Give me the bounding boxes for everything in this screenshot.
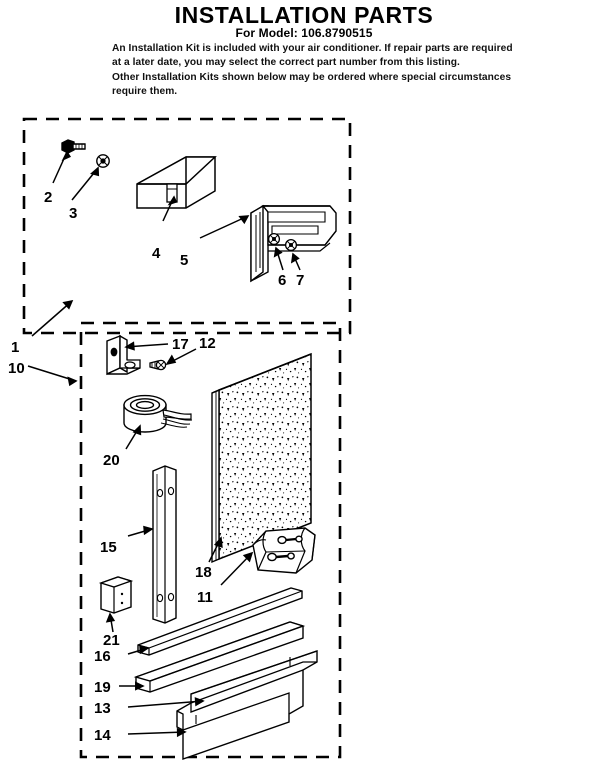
callout-21: 21 <box>103 632 120 649</box>
callout-14: 14 <box>94 727 111 744</box>
callout-12: 12 <box>199 335 216 352</box>
group-10-leader <box>28 366 76 385</box>
callout-3: 3 <box>69 205 78 222</box>
callout-15: 15 <box>100 539 117 556</box>
callout-16: 16 <box>94 648 111 665</box>
callout-10: 10 <box>8 360 25 377</box>
callout-4: 4 <box>152 245 161 262</box>
callout-18: 18 <box>195 564 212 581</box>
intro-line-1: An Installation Kit is included with your air conditioner. If repair parts are required <box>112 43 513 54</box>
part-17-angle-bracket <box>107 336 140 374</box>
intro-line-2: at a later date, you may select the correct part number from this listing. <box>112 57 460 69</box>
intro-line-3: Other Installation Kits shown below may be ordered where special circumstances <box>112 71 512 83</box>
callout-20: 20 <box>103 452 120 469</box>
callout-6: 6 <box>278 272 287 289</box>
callout-1: 1 <box>11 339 20 356</box>
model-label: For Model: 106.8790515 <box>235 26 373 40</box>
part-15-vertical-rail <box>153 466 176 623</box>
callout-5: 5 <box>180 252 189 269</box>
group-1-leader <box>32 301 72 336</box>
callout-2: 2 <box>44 189 53 206</box>
part-21-block <box>101 577 131 613</box>
part-11-seal-bracket <box>253 528 315 573</box>
part-3-washer <box>97 155 109 167</box>
callout-17: 17 <box>172 336 189 353</box>
callout-19: 19 <box>94 679 111 696</box>
callout-11: 11 <box>197 589 213 606</box>
intro-line-4: require them. <box>112 85 178 97</box>
callout-7: 7 <box>296 272 305 289</box>
part-20-tape-roll <box>124 396 192 432</box>
part-7-screw <box>286 240 297 251</box>
callout-13: 13 <box>94 700 111 717</box>
part-2-bolt <box>62 140 85 153</box>
part-12-screw <box>150 360 166 369</box>
page-title: INSTALLATION PARTS <box>174 2 434 28</box>
part-6-screw <box>269 234 280 245</box>
